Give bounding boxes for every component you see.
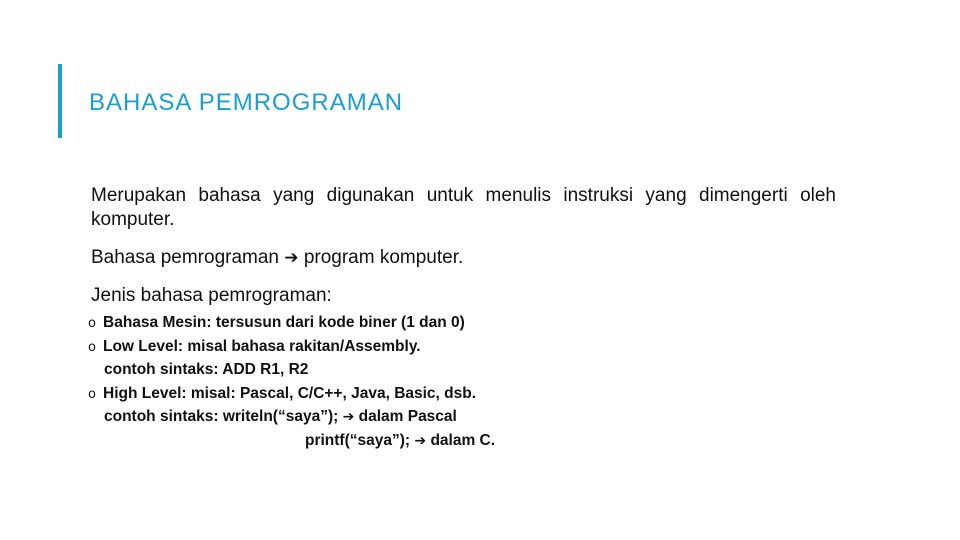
syntax-example: printf(“saya”); [305,431,411,449]
bullet-icon: o [88,339,96,355]
right-arrow-icon: ➔ [342,409,355,425]
title-accent-bar [58,64,62,138]
slide-title: BAHASA PEMROGRAMAN [89,89,404,116]
list-item-text: Bahasa Mesin: tersusun dari kode biner (1 dan 0) [103,314,465,331]
syntax-example: contoh sintaks: ADD R1, R2 [104,361,309,378]
bullet-icon: o [88,386,96,402]
list-item-continuation [88,358,495,382]
translation-source: Bahasa pemrograman [91,247,279,268]
list-item [88,311,495,335]
list-item-text: Low Level: misal bahasa rakitan/Assembly. [103,337,421,355]
list-item [88,382,495,406]
list-item-text: High Level: misal: Pascal, C/C++, Java, Basic, dsb. [103,384,477,402]
bullet-icon: o [88,316,96,331]
types-heading: Jenis bahasa pemrograman: [91,285,332,306]
syntax-example: contoh sintaks: writeln(“saya”); [104,408,339,425]
right-arrow-icon: ➔ [414,432,427,449]
translation-paragraph [91,246,463,270]
translation-target: program komputer. [303,247,464,268]
syntax-example-language: dalam Pascal [358,408,457,425]
language-types-list [88,311,495,452]
syntax-example-language: dalam C. [430,431,496,449]
list-item-continuation [88,405,495,429]
definition-paragraph: Merupakan bahasa yang digunakan untuk menulis instruksi yang dimengerti oleh komputer. [91,185,836,230]
right-arrow-icon: ➔ [284,248,299,268]
list-item [88,335,495,359]
list-item-continuation [88,429,495,453]
